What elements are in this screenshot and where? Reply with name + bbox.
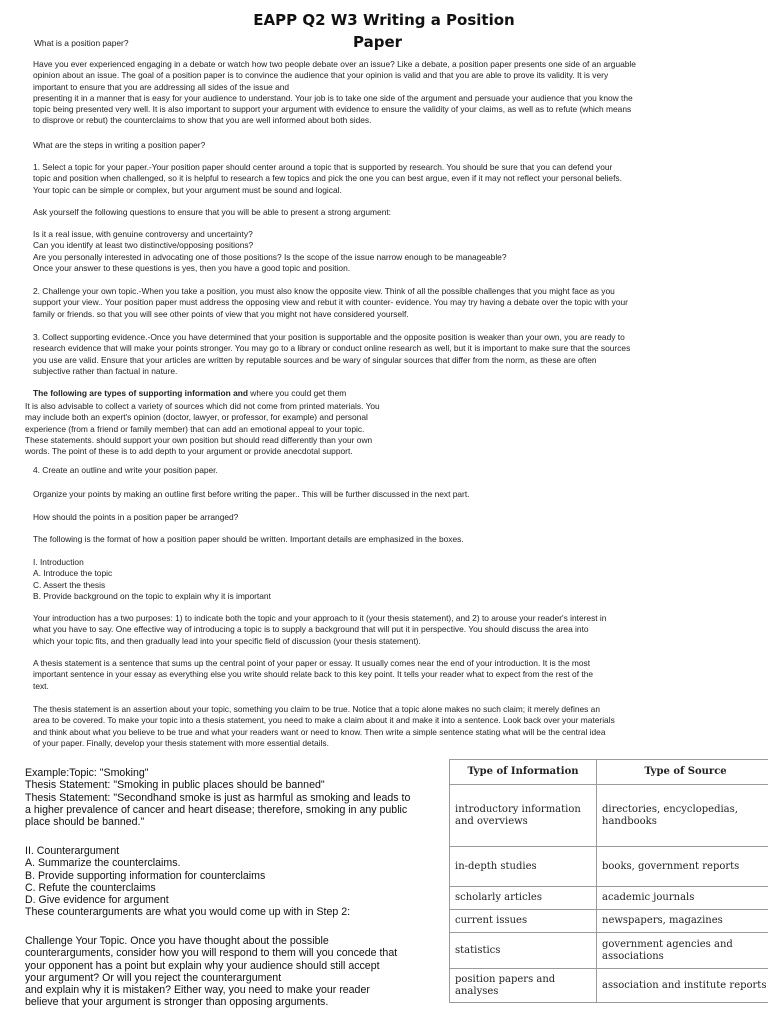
advisable-line: may include both an expert's opinion (doctor, lawyer, or professor, for example) and personal <box>25 412 368 423</box>
challenge-line: and explain why it is mistaken? Either way, you need to make your reader <box>25 984 370 997</box>
step-2-line: support your view.. Your position paper must address the opposing view and rebut it with counter- evidence. You may try having a debate over the topic with your <box>33 297 628 308</box>
thesis-assert-line: The thesis statement is an assertion about your topic, something you claim to be true. Notice that a topic alone makes no such claim; it merely defines an <box>33 704 600 714</box>
table-cell: position papers and analyses <box>450 969 597 1003</box>
intro-line: topic being presented very well. It is also important to support your argument with evidence to ensure the validity of your claims, as well as to refute (which means <box>33 104 632 115</box>
counter-line: D. Give evidence for argument <box>25 894 169 907</box>
table-row <box>450 910 768 933</box>
purposes-line: Your introduction has a two purposes: 1) to indicate both the topic and your approach to it (your thesis statement), and 2) to arouse your reader's interest in <box>33 613 607 623</box>
step-4-line: 4. Create an outline and write your position paper. <box>33 465 218 475</box>
example-line: Thesis Statement: "Secondhand smoke is just as harmful as smoking and leads to <box>25 791 411 804</box>
table-row <box>450 887 768 910</box>
table-row <box>450 969 768 1003</box>
counter-line: C. Refute the counterclaims <box>25 881 156 894</box>
table-header-cell: Type of Source <box>597 760 768 785</box>
step-1-line: Your topic can be simple or complex, but your argument must be sound and logical. <box>33 184 342 195</box>
table-cell: in-depth studies <box>450 847 597 887</box>
ask-yourself: Ask yourself the following questions to ensure that you will be able to present a strong argument: <box>33 207 392 217</box>
step-3-line: 3. Collect supporting evidence.-Once you have determined that your position is supportable and the opposite position is weaker than your own, you are ready to <box>33 332 625 342</box>
table-row <box>450 847 768 887</box>
question-item: Is it a real issue, with genuine controversy and uncertainty? <box>33 229 253 239</box>
step-3-paragraph <box>33 332 630 377</box>
title-line-1: EAPP Q2 W3 Writing a Position <box>253 11 515 29</box>
document-title-continued <box>353 35 402 50</box>
table-cell: academic journals <box>597 887 768 910</box>
types-heading-bold: The following are types of supporting information and <box>33 388 248 398</box>
outline-item: B. Provide background on the topic to explain why it is important <box>33 590 271 601</box>
challenge-paragraph <box>25 935 397 1009</box>
table-cell: newspapers, magazines <box>597 910 768 933</box>
thesis-def-line: A thesis statement is a sentence that sums up the central point of your paper or essay. It usually comes near the end of your introduction. It is the most <box>33 658 591 668</box>
thesis-def-line: important sentence in your essay as everything else you write should relate back to this key point. It tells your reader what to expect from the rest of the <box>33 669 594 680</box>
challenge-line: Challenge Your Topic. Once you have thought about the possible <box>25 935 329 947</box>
advisable-line: experience (from a friend or family member) that can add an emotional appeal to your topic. <box>25 423 365 434</box>
table-cell: scholarly articles <box>450 887 597 910</box>
step-1-line: topic and position when challenged, so it is helpful to research a few topics and pick the one you can best argue, even if it may not reflect your personal beliefs. <box>33 173 622 184</box>
thesis-assert-line: of your paper. Finally, develop your thesis statement with more essential details. <box>33 737 329 748</box>
intro-line: presenting it in a manner that is easy for your audience to understand. Your job is to take one side of the argument and persuade your audience that you know the <box>33 92 633 103</box>
challenge-line: believe that your argument is stronger than opposing arguments. <box>25 996 329 1009</box>
question-item: Are you personally interested in advocating one of those positions? Is the scope of the issue narrow enough to be manageable? <box>33 251 507 262</box>
step-1-paragraph <box>33 162 622 196</box>
step-3-line: you use are valid. Ensure that your articles are written by reputable sources and be wary of singular sources that differ from the norm, as these are often <box>33 354 597 365</box>
title-line-2: Paper <box>353 33 403 51</box>
counterargument-outline <box>25 845 350 919</box>
counter-line: B. Provide supporting information for counterclaims <box>25 869 266 882</box>
challenge-line: counterarguments, consider how you will respond to them will you concede that <box>25 947 398 960</box>
table-row <box>450 933 768 969</box>
intro-line: important to ensure that you are addressing all sides of the issue and <box>33 81 290 92</box>
sources-table <box>449 759 768 1003</box>
intro-line: opinion about an issue. The goal of a position paper is to convince the audience that your opinion is valid and that you are able to prove its validity. It is very <box>33 70 609 81</box>
document-title <box>0 13 768 34</box>
step-3-line: subjective rather than factual in nature. <box>33 365 178 376</box>
counter-line: These counterarguments are what you would come up with in Step 2: <box>25 906 351 919</box>
challenge-line: your opponent has a point but explain why your audience should still accept <box>25 959 380 972</box>
table-cell: introductory information and overviews <box>450 785 597 847</box>
intro-line: to disprove or rebut) the counterclaims to show that you are well informed about both sides. <box>33 115 372 126</box>
question-what-is: What is a position paper? <box>34 38 129 48</box>
step-3-line: research evidence that will make your points stronger. You may go to a library or conduct online research as well, but it is important to make sure that the sources <box>33 343 631 354</box>
organize-line: Organize your points by making an outline first before writing the paper.. This will be further discussed in the next part. <box>33 489 470 499</box>
question-arrangement: How should the points in a position paper be arranged? <box>33 512 239 522</box>
types-heading <box>33 388 346 399</box>
thesis-def-line: text. <box>33 680 49 691</box>
table-cell: government agencies and associations <box>597 933 768 969</box>
table-cell: association and institute reports <box>597 969 768 1003</box>
table-header-row <box>450 760 768 785</box>
counter-line: A. Summarize the counterclaims. <box>25 857 181 870</box>
advisable-line: words. The point of these is to add depth to your argument or provide anecdotal support. <box>25 446 353 457</box>
example-line: a higher prevalence of cancer and heart disease; therefore, smoking in any public <box>25 803 408 816</box>
example-line: place should be banned." <box>25 816 145 829</box>
introduction-purposes <box>33 613 606 647</box>
question-list <box>33 229 507 274</box>
table-row <box>450 785 768 847</box>
advisable-paragraph <box>25 401 380 457</box>
example-line: Thesis Statement: "Smoking in public places should be banned" <box>25 779 325 792</box>
example-line: Example:Topic: "Smoking" <box>25 767 149 779</box>
purposes-line: what you have to say. One effective way of introducing a topic is to supply a background that will put it in perspective. You should discuss the area into <box>33 624 589 635</box>
question-steps: What are the steps in writing a position paper? <box>33 140 206 150</box>
outline-item: C. Assert the thesis <box>33 579 106 590</box>
table-cell: statistics <box>450 933 597 969</box>
step-2-line: 2. Challenge your own topic.-When you take a position, you must also know the opposite view. Think of all the possible challenges that you might face as you <box>33 286 615 296</box>
thesis-assert-line: area to be covered. To make your topic into a thesis statement, you need to make a claim about it and make it into a sentence. Look back over your materials <box>33 715 615 726</box>
thesis-assert-line: and think about what you believe to be true and what your readers want or need to know. Then write a simple sentence stating what will be the central idea <box>33 726 606 737</box>
table-cell: current issues <box>450 910 597 933</box>
format-line: The following is the format of how a position paper should be written. Important details are emphasized in the boxes. <box>33 534 464 544</box>
step-2-line: family or friends. so that you will see other points of view that you might not have considered yourself. <box>33 308 409 319</box>
advisable-line: These statements. should support your own position but should read differently than your own <box>25 434 373 445</box>
step-2-paragraph <box>33 286 628 320</box>
advisable-line: It is also advisable to collect a variety of sources which did not come from printed materials. You <box>25 401 380 411</box>
intro-line: Have you ever experienced engaging in a debate or watch how two people debate over an issue? Like a debate, a position paper presents one side of an arguable <box>33 59 636 69</box>
table-cell: books, government reports <box>597 847 768 887</box>
counter-line: II. Counterargument <box>25 845 120 857</box>
purposes-line: which your topic fits, and then gradually lead into your specific field of discussion (your thesis statement). <box>33 635 421 646</box>
thesis-assertion <box>33 704 615 749</box>
types-heading-rest: where you could get them <box>247 388 347 398</box>
thesis-example <box>25 767 410 828</box>
question-item: Can you identify at least two distinctive/opposing positions? <box>33 240 254 251</box>
intro-paragraph <box>33 59 636 127</box>
table-cell: directories, encyclopedias, handbooks <box>597 785 768 847</box>
outline-item: A. Introduce the topic <box>33 568 113 579</box>
introduction-outline <box>33 557 271 602</box>
challenge-line: your argument? Or will you reject the counterargument <box>25 971 282 984</box>
outline-item: I. Introduction <box>33 557 84 567</box>
question-item: Once your answer to these questions is yes, then you have a good topic and position. <box>33 262 351 273</box>
table-header-cell: Type of Information <box>450 760 597 785</box>
thesis-definition <box>33 658 593 692</box>
step-1-line: 1. Select a topic for your paper.-Your position paper should center around a topic that is supported by research. You should be sure that you can defend your <box>33 162 613 172</box>
